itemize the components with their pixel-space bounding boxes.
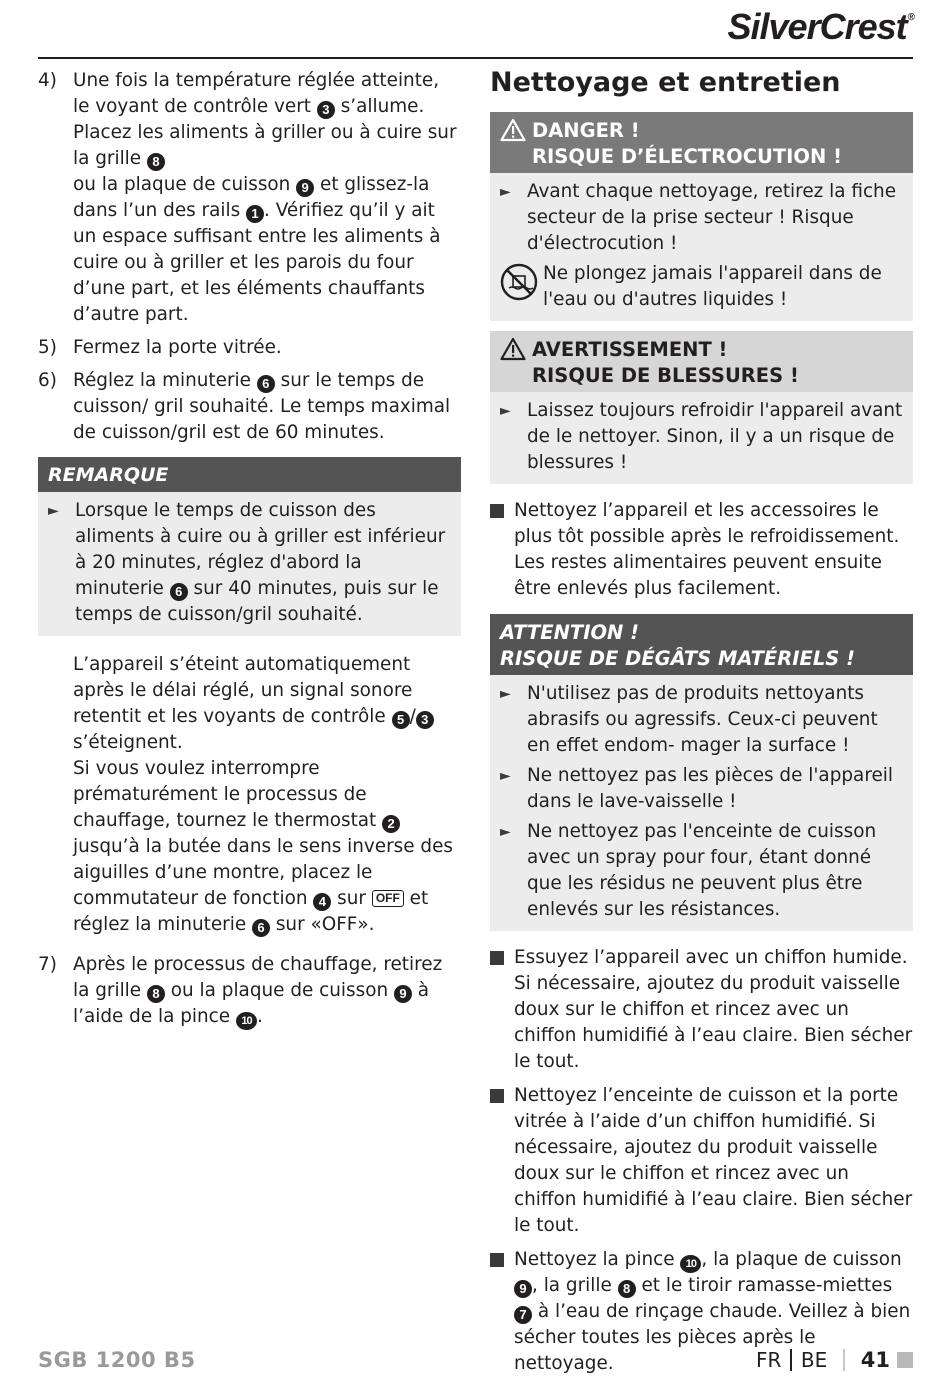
ref-badge: 8	[618, 1280, 636, 1298]
no-water-item: Ne plongez jamais l'appareil dans de l'eau ou d'autres liquides !	[500, 261, 903, 313]
ref-badge: 6	[257, 375, 275, 393]
triangle-bullet-icon: ►	[500, 686, 511, 702]
ref-badge: 6	[252, 919, 270, 937]
remarque-box	[38, 457, 461, 636]
danger-line1: DANGER !	[532, 119, 640, 142]
footer-model: SGB 1200 B5	[38, 1348, 196, 1372]
left-column	[38, 68, 461, 1030]
ref-badge: 7	[514, 1306, 532, 1324]
ref-badge: 8	[147, 985, 165, 1003]
footer-lang-fr: FR	[756, 1348, 782, 1372]
footer-lang-be: BE	[800, 1348, 828, 1372]
step-4	[38, 68, 461, 328]
remarque-title: REMARQUE	[38, 457, 461, 492]
ref-badge: 6	[170, 583, 188, 601]
square-bullet-icon	[490, 1089, 504, 1103]
footer-page-info	[756, 1348, 913, 1372]
warning-triangle-icon	[500, 337, 526, 361]
step-number: 4)	[38, 70, 57, 91]
step-5	[38, 335, 461, 361]
cleaning-bullet-1: Nettoyez l’appareil et les accessoires le plus tôt possible après le refroidissement. Les restes alimentaires peuvent ensuite être enlevés plus facilement.	[490, 498, 913, 602]
step-6	[38, 368, 461, 446]
ref-badge: 9	[296, 179, 314, 197]
attention-item: ► Ne nettoyez pas les pièces de l'appareil dans le lave-vaisselle !	[500, 765, 894, 812]
danger-line2: RISQUE D’ÉLECTROCUTION !	[532, 145, 842, 168]
attention-header	[490, 614, 913, 675]
header-rule	[38, 57, 913, 59]
warning-item: ► Laissez toujours refroidir l'appareil avant de le nettoyer. Sinon, il y a un risque de blessures !	[500, 400, 903, 473]
ref-badge: 9	[394, 985, 412, 1003]
footer-square-icon	[897, 1352, 913, 1368]
brand-logo: SilverCrest®	[727, 6, 914, 47]
cleaning-bullet-3: Nettoyez l’enceinte de cuisson et la porte vitrée à l’aide d’un chiffon humidifié. Si nécessaire, ajoutez du produit vaisselle doux sur le chiffon et rincez avec un chiffon humidifié à l’eau claire. Bien sécher le tout.	[490, 1083, 913, 1239]
ref-badge: 10	[236, 1012, 257, 1030]
square-bullet-icon	[490, 504, 504, 518]
ref-badge: 3	[416, 711, 434, 729]
attention-item: ► Ne nettoyez pas l'enceinte de cuisson avec un spray pour four, étant donné que les résidus ne peuvent plus être enlevés sur les résistances.	[500, 821, 877, 920]
cleaning-bullet-4: Nettoyez la pince 10 , la plaque de cuisson 9 , la grille 8 et le tiroir ramasse-miettes 7 à l’eau de rinçage chaude. Veillez à bien sécher toutes les pièces après le nettoyage.	[490, 1247, 913, 1377]
warning-line1: AVERTISSEMENT !	[532, 338, 728, 361]
ref-badge: 3	[317, 101, 335, 119]
ref-badge: 4	[313, 893, 331, 911]
step-7	[38, 952, 461, 1030]
square-bullet-icon	[490, 951, 504, 965]
warning-box	[490, 331, 913, 484]
attention-line2: RISQUE DE DÉGÂTS MATÉRIELS !	[500, 647, 855, 670]
step-text: Réglez la minuterie 6 sur le temps de cuisson/ gril souhaité. Le temps maximal de cuisson/gril est de 60 minutes.	[73, 370, 451, 443]
triangle-bullet-icon: ►	[500, 403, 511, 419]
footer-divider	[843, 1349, 845, 1371]
no-immersion-icon	[500, 263, 538, 301]
page-number: 41	[860, 1348, 890, 1372]
step-number: 6)	[38, 370, 57, 391]
warning-line2: RISQUE DE BLESSURES !	[532, 364, 799, 387]
triangle-bullet-icon: ►	[500, 184, 511, 200]
warning-triangle-icon	[500, 118, 526, 142]
triangle-bullet-icon: ►	[500, 824, 511, 840]
danger-item: ► Avant chaque nettoyage, retirez la fiche secteur de la prise secteur ! Risque d'électrocution !	[500, 181, 897, 254]
auto-off-paragraph: L’appareil s’éteint automatiquement après le délai réglé, un signal sonore retentit et les voyants de contrôle 5 / 3 s’éteignent. Si vous voulez interrompre prématurément le processus de chauffage, tournez le thermostat 2 jusqu’à la butée dans le sens inverse des aiguilles d’une montre, placez le commutateur de fonction 4 sur OFF et réglez la minuterie 6 sur «OFF».	[38, 652, 461, 938]
ref-badge: 10	[680, 1255, 701, 1273]
square-bullet-icon	[490, 1253, 504, 1267]
ref-badge: 2	[382, 815, 400, 833]
remarque-item: ► Lorsque le temps de cuisson des aliments à cuire ou à griller est inférieur à 20 minutes, réglez d'abord la minuterie 6 sur 40 minutes, puis sur le temps de cuisson/gril souhaité.	[48, 500, 446, 625]
ref-badge: 1	[246, 205, 264, 223]
step-text: Après le processus de chauffage, retirez la grille 8 ou la plaque de cuisson 9 à l’aide de la pince 10 .	[73, 952, 461, 1030]
warning-header	[490, 331, 913, 392]
attention-line1: ATTENTION !	[500, 621, 640, 644]
step-text: Une fois la température réglée atteinte, le voyant de contrôle vert 3 s’allume. Placez les aliments à griller ou à cuire sur la grille 8 ou la plaque de cuisson 9 et glissez-la dans l’un des rails 1 . Vérifiez qu’il y ait un espace suffisant entre les aliments à cuire ou à griller et les parois du four d’une part, et les éléments chauffants d’autre part.	[73, 70, 457, 325]
off-symbol: OFF	[372, 890, 404, 907]
danger-box	[490, 112, 913, 321]
attention-box	[490, 614, 913, 931]
right-column	[490, 66, 913, 1377]
triangle-bullet-icon: ►	[500, 768, 511, 784]
interrupt-paragraph: Si vous voulez interrompre prématurément le processus de chauffage, tournez le thermostat 2 jusqu’à la butée dans le sens inverse des aiguilles d’une montre, placez le commutateur de fonction 4 sur OFF et réglez la minuterie 6 sur «OFF».	[73, 758, 453, 935]
ref-badge: 8	[147, 153, 165, 171]
footer-divider	[790, 1349, 792, 1371]
attention-item: ► N'utilisez pas de produits nettoyants abrasifs ou agressifs. Ceux-ci peuvent en effet endom- mager la surface !	[500, 683, 878, 756]
step-number: 7)	[38, 954, 57, 975]
step-number: 5)	[38, 337, 57, 358]
danger-header	[490, 112, 913, 173]
brand-name: SilverCrest	[727, 6, 907, 47]
cleaning-bullet-2: Essuyez l’appareil avec un chiffon humide. Si nécessaire, ajoutez du produit vaisselle doux sur le chiffon et rincez avec un chiffon humidifié à l’eau claire. Bien sécher le tout.	[490, 945, 913, 1075]
ref-badge: 9	[514, 1280, 532, 1298]
step-text: Fermez la porte vitrée.	[73, 337, 282, 358]
triangle-bullet-icon: ►	[48, 503, 59, 519]
ref-badge: 5	[392, 711, 410, 729]
section-title: Nettoyage et entretien	[490, 67, 841, 98]
